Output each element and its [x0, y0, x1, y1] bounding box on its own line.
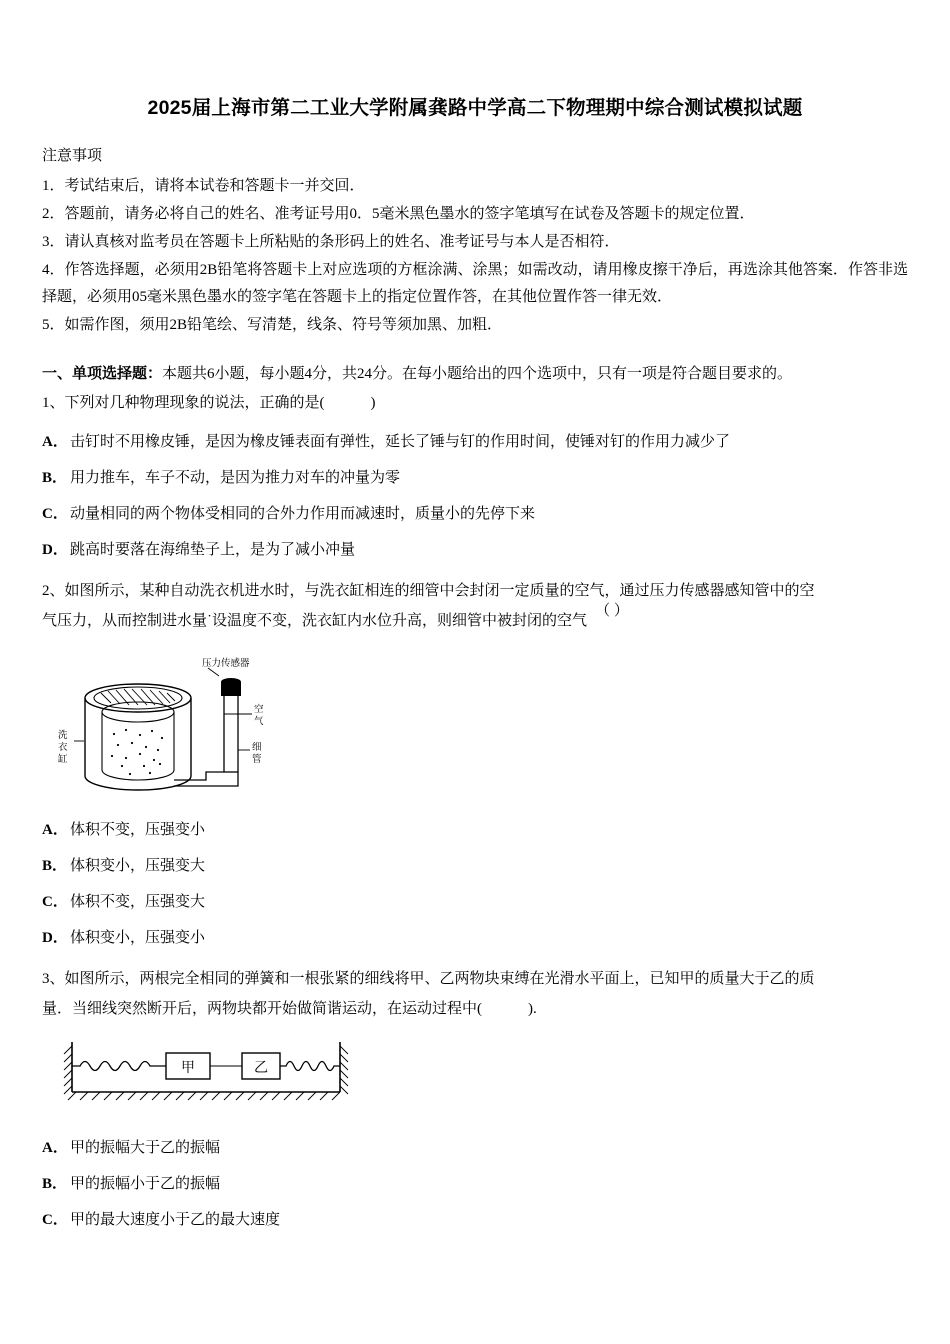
- question-1-option-b: [42, 466, 908, 490]
- figure-label-air-2: 气: [254, 716, 264, 728]
- question-3-number: 3、: [42, 971, 65, 988]
- question-2-text-line-1: 如图所示，某种自动洗衣机进水时，与洗衣缸相连的细管中会封闭一定质量的空气，通过压力传感器感知管中的空: [64, 583, 815, 600]
- option-label-b: B．: [42, 1176, 68, 1193]
- option-text-b: 甲的振幅小于乙的振幅: [70, 1176, 221, 1193]
- figure-label-block-b: 乙: [254, 1059, 268, 1076]
- notice-heading: 注意事项: [42, 148, 103, 165]
- question-1-number: 1、: [42, 395, 65, 412]
- figure-label-tube-2: 管: [252, 754, 262, 766]
- question-1-option-c: [42, 502, 908, 526]
- question-1-stem: [42, 388, 908, 418]
- option-text-b: 体积变小，压强变大: [70, 858, 206, 875]
- question-1-option-a: [42, 430, 908, 454]
- figure-label-block-a: 甲: [181, 1059, 195, 1076]
- page-title: 2025届上海市第二工业大学附属龚路中学高二下物理期中综合测试模拟试题: [147, 97, 803, 119]
- question-3-text-line-2: 量．当细线突然断开后，两物块都开始做简谐运动，在运动过程中(: [42, 1001, 482, 1018]
- figure-label-tank-1: 洗: [58, 730, 68, 742]
- question-2-text-line-2: 气压力，从而控制进水量˙设温度不变，洗衣缸内水位升高，则细管中被封闭的空气: [42, 613, 587, 630]
- question-2-stem-line-1: [42, 576, 908, 606]
- option-text-a: 击钉时不用橡皮锤，是因为橡皮锤表面有弹性，延长了锤与钉的作用时间，使锤对钉的作用力减少了: [70, 434, 731, 451]
- section-one-heading-text: 本题共6小题，每小题4分，共24分。在每小题给出的四个选项中，只有一项是符合题目要求的。: [162, 365, 793, 382]
- option-label-b: B．: [42, 470, 68, 487]
- question-3-option-a: [42, 1136, 908, 1160]
- question-3-text-line-1: 如图所示，两根完全相同的弹簧和一根张紧的细线将甲、乙两物块束缚在光滑水平面上，已知甲的质量大于乙的质: [64, 971, 815, 988]
- option-text-b: 用力推车，车子不动，是因为推力对车的冲量为零: [70, 470, 401, 487]
- question-3-stem-line-1: [42, 964, 908, 994]
- question-1-stem-tail: ): [370, 395, 376, 412]
- question-2-option-a: [42, 818, 908, 842]
- option-text-d: 体积变小，压强变小: [70, 930, 206, 947]
- question-2-option-d: [42, 926, 908, 950]
- option-text-c: 甲的最大速度小于乙的最大速度: [70, 1212, 281, 1229]
- option-label-d: D．: [42, 930, 68, 947]
- question-1-option-d: [42, 538, 908, 562]
- question-2-figure: [42, 646, 908, 806]
- question-2-option-c: [42, 890, 908, 914]
- question-2-option-b: [42, 854, 908, 878]
- option-text-a: 体积不变，压强变小: [70, 822, 206, 839]
- section-one-heading-prefix: 一、单项选择题：: [42, 365, 163, 382]
- question-3-figure: [42, 1034, 908, 1104]
- question-3-stem-line-2: [42, 994, 908, 1024]
- notice-line-3: 3．请认真核对监考员在答题卡上所粘贴的条形码上的姓名、准考证号与本人是否相符．: [42, 233, 620, 250]
- question-2-number: 2、: [42, 583, 65, 600]
- option-label-c: C．: [42, 506, 68, 523]
- option-text-d: 跳高时要落在海绵垫子上，是为了减小冲量: [70, 542, 356, 559]
- question-3-option-b: [42, 1172, 908, 1196]
- option-label-c: C．: [42, 1212, 68, 1229]
- option-label-d: D．: [42, 542, 68, 559]
- question-3-stem-tail: ).: [528, 1001, 537, 1018]
- option-label-b: B．: [42, 858, 68, 875]
- notice-line-1: 1．考试结束后，请将本试卷和答题卡一并交回．: [42, 178, 365, 195]
- question-2-stem-line-2: [42, 603, 908, 636]
- option-text-c: 动量相同的两个物体受相同的合外力作用而减速时，质量小的先停下来: [70, 506, 536, 523]
- option-label-c: C．: [42, 894, 68, 911]
- option-label-a: A．: [42, 822, 68, 839]
- figure-label-sensor: 压力传感器: [202, 658, 250, 670]
- figure-label-tank-2: 衣: [58, 742, 68, 754]
- question-2-answer-blank: （ ）: [595, 603, 629, 620]
- option-label-a: A．: [42, 1140, 68, 1157]
- notice-line-5: 5．如需作图，须用2B铅笔绘、写清楚，线条、符号等须加黑、加粗．: [42, 317, 503, 334]
- option-label-a: A．: [42, 434, 68, 451]
- notice-line-4: 4．作答选择题，必须用2B铅笔将答题卡上对应选项的方框涂满、涂黑；如需改动，请用橡皮擦干净后，再选涂其他答案．作答非选择题，必须用05毫米黑色墨水的签字笔在答题卡上的指定位置作答，在其他位置作答一律无效．: [42, 261, 908, 306]
- option-text-c: 体积不变，压强变大: [70, 894, 206, 911]
- question-1-text: 下列对几种物理现象的说法，正确的是(: [64, 395, 325, 412]
- figure-label-air-1: 空: [254, 704, 264, 716]
- figure-label-tube-1: 细: [252, 742, 262, 754]
- section-one-heading: [42, 360, 908, 389]
- question-3-option-c: [42, 1208, 908, 1232]
- option-text-a: 甲的振幅大于乙的振幅: [70, 1140, 221, 1157]
- figure-label-tank-3: 缸: [58, 754, 68, 766]
- notice-line-2: 2．答题前，请务必将自己的姓名、准考证号用0．5毫米黑色墨水的签字笔填写在试卷及答题卡的规定位置．: [42, 206, 755, 223]
